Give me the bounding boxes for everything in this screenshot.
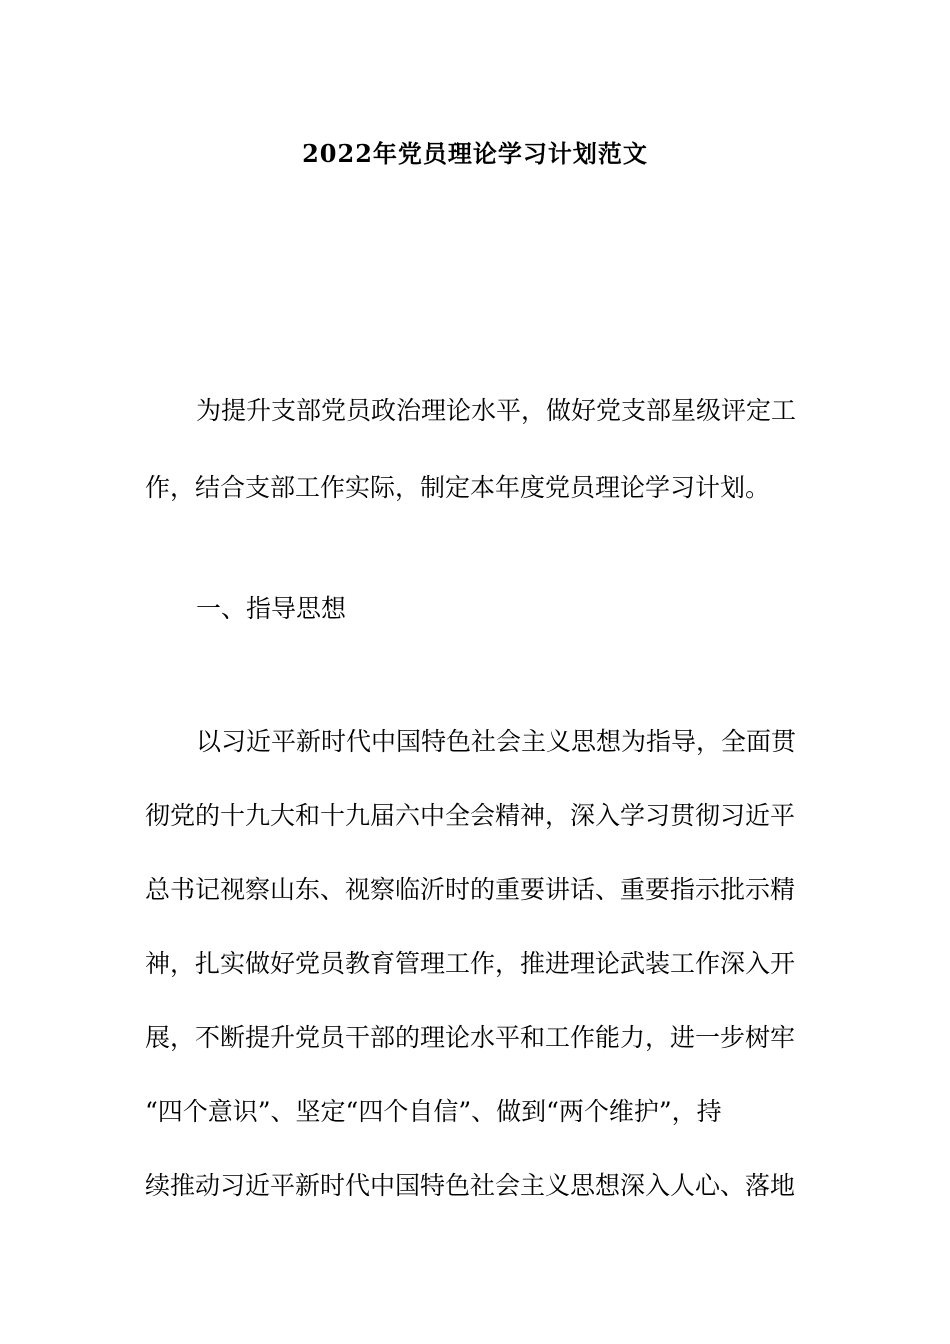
intro-line-2: 作，结合支部工作实际，制定本年度党员理论学习计划。 (145, 473, 771, 502)
body-line-1: 以习近平新时代中国特色社会主义思想为指导，全面贯 (196, 727, 797, 756)
body-line-4: 神，扎实做好党员教育管理工作，推进理论武装工作深入开 (145, 949, 796, 978)
body-line-6: “四个意识”、坚定“四个自信”、做到“两个维护”，持 (145, 1097, 722, 1126)
body-line-3: 总书记视察山东、视察临沂时的重要讲话、重要指示批示精 (145, 875, 796, 904)
section-heading-guiding-ideology: 一、指导思想 (196, 594, 347, 623)
body-line-7: 续推动习近平新时代中国特色社会主义思想深入人心、落地 (145, 1171, 796, 1200)
document-title: 2022年党员理论学习计划范文 (302, 139, 648, 168)
body-line-5: 展，不断提升党员干部的理论水平和工作能力，进一步树牢 (145, 1023, 796, 1052)
intro-line-1: 为提升支部党员政治理论水平，做好党支部星级评定工 (196, 396, 797, 425)
body-line-2: 彻党的十九大和十九届六中全会精神，深入学习贯彻习近平 (145, 801, 796, 830)
